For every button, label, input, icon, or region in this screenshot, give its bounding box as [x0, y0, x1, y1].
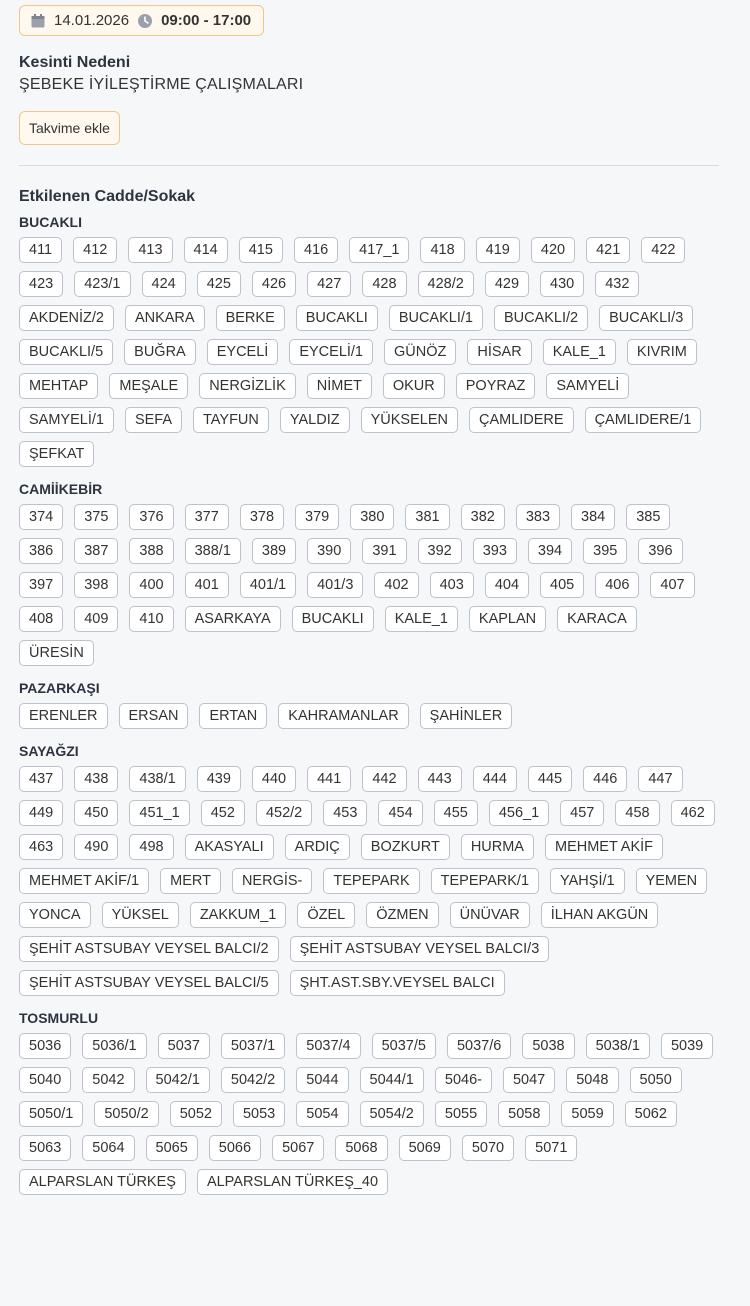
street-chip[interactable]: 375 [74, 504, 118, 530]
street-chip[interactable]: 402 [374, 572, 418, 598]
street-chip[interactable]: 437 [19, 766, 63, 792]
street-chip[interactable]: 432 [595, 271, 639, 297]
street-chip[interactable]: 5054/2 [360, 1101, 424, 1127]
street-chip[interactable]: 5058 [498, 1101, 550, 1127]
street-chip[interactable]: 439 [197, 766, 241, 792]
street-chip[interactable]: BUCAKLI/1 [389, 305, 483, 331]
street-chip[interactable]: 5042/2 [221, 1067, 285, 1093]
street-chip[interactable]: HURMA [461, 834, 534, 860]
street-chip[interactable]: 383 [516, 504, 560, 530]
street-chip[interactable]: 386 [19, 538, 63, 564]
street-chip[interactable]: YONCA [19, 902, 91, 928]
street-chip[interactable]: 393 [473, 538, 517, 564]
street-chip[interactable]: 440 [252, 766, 296, 792]
street-chip[interactable]: 5068 [335, 1135, 387, 1161]
street-chip[interactable]: 463 [19, 834, 63, 860]
street-chip[interactable]: ŞEHİT ASTSUBAY VEYSEL BALCI/3 [290, 936, 550, 962]
street-group [19, 680, 731, 729]
street-chip[interactable]: 412 [73, 237, 117, 263]
neighborhood-name: BUCAKLI [19, 214, 82, 230]
street-chip[interactable]: 397 [19, 572, 63, 598]
street-chip[interactable]: ÖZMEN [366, 902, 438, 928]
street-chip[interactable]: 5069 [399, 1135, 451, 1161]
street-chip[interactable]: 438 [74, 766, 118, 792]
street-chip[interactable]: 5040 [19, 1067, 71, 1093]
street-chip-list [19, 703, 719, 729]
street-chip[interactable]: 394 [528, 538, 572, 564]
street-chip[interactable]: 405 [540, 572, 584, 598]
street-chip[interactable]: 5042 [82, 1067, 134, 1093]
street-chip[interactable]: 422 [641, 237, 685, 263]
street-chip[interactable]: 408 [19, 606, 63, 632]
street-chip[interactable]: KARACA [557, 606, 637, 632]
street-chip[interactable]: 5038/1 [586, 1033, 650, 1059]
street-chip[interactable]: 455 [434, 800, 478, 826]
street-chip[interactable]: 424 [142, 271, 186, 297]
street-chip[interactable]: SEFA [125, 407, 182, 433]
street-chip[interactable]: 417_1 [349, 237, 409, 263]
street-chip[interactable]: 420 [531, 237, 575, 263]
street-chip[interactable]: MEHMET AKİF/1 [19, 868, 149, 894]
street-chip[interactable]: 445 [528, 766, 572, 792]
reason-text: ŞEBEKE İYİLEŞTİRME ÇALIŞMALARI [19, 76, 304, 93]
street-chip[interactable]: 419 [476, 237, 520, 263]
street-chip[interactable]: BUCAKLI [292, 606, 374, 632]
reason-title: Kesinti Nedeni [19, 54, 131, 71]
street-chip-list [19, 504, 719, 666]
street-chip[interactable]: 447 [638, 766, 682, 792]
street-chip[interactable]: 388/1 [185, 538, 241, 564]
street-chip[interactable]: 438/1 [129, 766, 185, 792]
street-chip[interactable]: 5059 [561, 1101, 613, 1127]
street-chip[interactable]: 5037/1 [221, 1033, 285, 1059]
street-chip[interactable]: 5062 [625, 1101, 677, 1127]
street-chip[interactable]: 490 [74, 834, 118, 860]
street-chip[interactable]: 5039 [661, 1033, 713, 1059]
street-chip[interactable]: 401/1 [240, 572, 296, 598]
street-chip[interactable]: 403 [430, 572, 474, 598]
street-chip[interactable]: EYCELİ [207, 339, 279, 365]
outage-time: 09:00 - 17:00 [161, 12, 252, 29]
street-chip[interactable]: TEPEPARK/1 [431, 868, 539, 894]
street-chip[interactable]: KAPLAN [469, 606, 546, 632]
street-chip[interactable]: NERGİS- [232, 868, 312, 894]
street-chip[interactable]: 5070 [462, 1135, 514, 1161]
street-chip[interactable]: 446 [583, 766, 627, 792]
street-chip[interactable]: 413 [128, 237, 172, 263]
street-chip[interactable]: 5036/1 [82, 1033, 146, 1059]
street-chip[interactable]: 390 [307, 538, 351, 564]
street-group [19, 743, 731, 996]
street-chip[interactable]: ERENLER [19, 703, 108, 729]
street-chip[interactable]: ŞEFKAT [19, 441, 94, 467]
street-chip[interactable]: 444 [473, 766, 517, 792]
divider [19, 165, 719, 166]
street-chip[interactable]: YAHŞİ/1 [550, 868, 625, 894]
street-chip[interactable]: 5046- [435, 1067, 492, 1093]
street-chip[interactable]: 400 [129, 572, 173, 598]
street-chip[interactable]: 5037/4 [296, 1033, 360, 1059]
street-chip[interactable]: NİMET [307, 373, 372, 399]
street-chip[interactable]: 442 [362, 766, 406, 792]
street-chip[interactable]: 415 [239, 237, 283, 263]
street-chip[interactable]: 441 [307, 766, 351, 792]
street-chip[interactable]: 384 [571, 504, 615, 530]
street-chip[interactable]: 429 [485, 271, 529, 297]
street-chip[interactable]: 5063 [19, 1135, 71, 1161]
street-chip[interactable]: BUĞRA [124, 339, 196, 365]
street-chip[interactable]: 414 [184, 237, 228, 263]
street-chip[interactable]: 428/2 [418, 271, 474, 297]
street-chip[interactable]: 396 [638, 538, 682, 564]
street-chip[interactable]: 409 [74, 606, 118, 632]
neighborhood-name: SAYAĞZI [19, 743, 79, 759]
street-chip[interactable]: 452 [201, 800, 245, 826]
street-chip[interactable]: 5044 [296, 1067, 348, 1093]
street-chip[interactable]: 5048 [566, 1067, 618, 1093]
street-chip[interactable]: 5064 [82, 1135, 134, 1161]
street-chip[interactable]: ARDIÇ [285, 834, 350, 860]
street-chip[interactable]: YÜKSEL [102, 902, 179, 928]
street-chip[interactable]: 374 [19, 504, 63, 530]
street-chip[interactable]: 406 [595, 572, 639, 598]
street-chip[interactable]: YÜKSELEN [361, 407, 458, 433]
affected-groups [19, 214, 731, 1195]
street-chip[interactable]: 5052 [170, 1101, 222, 1127]
street-chip[interactable]: İLHAN AKGÜN [541, 902, 659, 928]
street-chip[interactable]: 5050/2 [94, 1101, 158, 1127]
street-chip[interactable]: KALE_1 [543, 339, 616, 365]
street-group [19, 214, 731, 467]
street-chip[interactable]: 380 [350, 504, 394, 530]
street-chip[interactable]: 385 [626, 504, 670, 530]
street-chip[interactable]: YALDIZ [280, 407, 350, 433]
street-chip[interactable]: ERTAN [199, 703, 267, 729]
street-chip[interactable]: 5037/6 [447, 1033, 511, 1059]
street-chip[interactable]: 5047 [503, 1067, 555, 1093]
street-chip[interactable]: 416 [294, 237, 338, 263]
street-chip[interactable]: 378 [240, 504, 284, 530]
street-chip[interactable]: ALPARSLAN TÜRKEŞ_40 [197, 1169, 388, 1195]
street-chip-list [19, 237, 719, 467]
street-chip[interactable]: 443 [418, 766, 462, 792]
street-chip[interactable]: 379 [295, 504, 339, 530]
street-chip[interactable]: YEMEN [636, 868, 708, 894]
street-chip[interactable]: HİSAR [467, 339, 531, 365]
street-chip[interactable]: 382 [461, 504, 505, 530]
street-chip[interactable]: 450 [74, 800, 118, 826]
street-chip[interactable]: BUCAKLI [296, 305, 378, 331]
street-chip[interactable]: 418 [420, 237, 464, 263]
street-chip[interactable]: 388 [129, 538, 173, 564]
street-chip-list [19, 1033, 719, 1195]
street-chip[interactable]: ŞEHİT ASTSUBAY VEYSEL BALCI/5 [19, 970, 279, 996]
add-to-calendar-button[interactable]: Takvime ekle [19, 111, 120, 145]
street-chip[interactable]: 498 [129, 834, 173, 860]
street-chip[interactable]: TEPEPARK [323, 868, 419, 894]
street-chip[interactable]: ÇAMLIDERE [469, 407, 574, 433]
street-chip[interactable]: MEŞALE [109, 373, 188, 399]
street-chip[interactable]: 5042/1 [146, 1067, 210, 1093]
street-chip[interactable]: ASARKAYA [185, 606, 281, 632]
neighborhood-name: CAMİİKEBİR [19, 481, 103, 497]
street-chip-list [19, 766, 719, 996]
street-chip[interactable]: BUCAKLI/3 [599, 305, 693, 331]
street-chip[interactable]: BOZKURT [361, 834, 450, 860]
street-chip[interactable]: 398 [74, 572, 118, 598]
street-chip[interactable]: BUCAKLI/5 [19, 339, 113, 365]
street-chip[interactable]: 392 [418, 538, 462, 564]
street-chip[interactable]: ÜRESİN [19, 640, 94, 666]
street-chip[interactable]: SAMYELİ [546, 373, 629, 399]
street-chip[interactable]: 5038 [522, 1033, 574, 1059]
street-chip[interactable]: POYRAZ [456, 373, 536, 399]
street-chip[interactable]: ŞAHİNLER [420, 703, 513, 729]
outage-datetime [19, 5, 264, 36]
street-chip[interactable]: 401 [185, 572, 229, 598]
street-chip[interactable]: ÜNÜVAR [450, 902, 530, 928]
street-chip[interactable]: 456_1 [489, 800, 549, 826]
street-chip[interactable]: KAHRAMANLAR [278, 703, 408, 729]
street-chip[interactable]: EYCELİ/1 [289, 339, 373, 365]
street-chip[interactable]: 425 [197, 271, 241, 297]
street-chip[interactable]: 381 [405, 504, 449, 530]
street-chip[interactable]: KALE_1 [385, 606, 458, 632]
neighborhood-name: PAZARKAŞI [19, 680, 100, 696]
street-chip[interactable]: 5065 [146, 1135, 198, 1161]
street-chip[interactable]: 426 [252, 271, 296, 297]
street-chip[interactable]: 5037/5 [372, 1033, 436, 1059]
street-chip[interactable]: 5071 [525, 1135, 577, 1161]
street-chip[interactable]: 454 [378, 800, 422, 826]
street-chip[interactable]: ANKARA [125, 305, 205, 331]
street-chip[interactable]: ERSAN [119, 703, 189, 729]
street-group [19, 481, 731, 666]
street-chip[interactable]: 462 [671, 800, 715, 826]
street-chip[interactable]: ÖZEL [297, 902, 355, 928]
street-chip[interactable]: MEHTAP [19, 373, 98, 399]
street-chip[interactable]: 430 [540, 271, 584, 297]
street-chip[interactable]: 5055 [435, 1101, 487, 1127]
street-chip[interactable]: ŞEHİT ASTSUBAY VEYSEL BALCI/2 [19, 936, 279, 962]
street-chip[interactable]: 387 [74, 538, 118, 564]
street-chip[interactable]: ALPARSLAN TÜRKEŞ [19, 1169, 186, 1195]
street-chip[interactable]: ÇAMLIDERE/1 [585, 407, 702, 433]
street-chip[interactable]: 5066 [209, 1135, 261, 1161]
street-chip[interactable]: 5044/1 [360, 1067, 424, 1093]
street-chip[interactable]: OKUR [383, 373, 445, 399]
street-chip[interactable]: BUCAKLI/2 [494, 305, 588, 331]
street-chip[interactable]: 458 [615, 800, 659, 826]
street-chip[interactable]: BERKE [216, 305, 285, 331]
affected-streets-title: Etkilenen Cadde/Sokak [19, 188, 196, 205]
street-chip[interactable]: 423/1 [74, 271, 130, 297]
street-chip[interactable]: 457 [560, 800, 604, 826]
street-chip[interactable]: 427 [307, 271, 351, 297]
street-chip[interactable]: 377 [185, 504, 229, 530]
street-chip[interactable]: AKDENİZ/2 [19, 305, 114, 331]
neighborhood-name: TOSMURLU [19, 1010, 99, 1026]
street-chip[interactable]: 421 [586, 237, 630, 263]
street-chip[interactable]: AKASYALI [185, 834, 274, 860]
street-chip[interactable]: 407 [650, 572, 694, 598]
street-chip[interactable]: NERGİZLİK [199, 373, 296, 399]
street-chip[interactable]: 5053 [233, 1101, 285, 1127]
street-chip[interactable]: 428 [362, 271, 406, 297]
street-chip[interactable]: 410 [129, 606, 173, 632]
street-chip[interactable]: KIVRIM [627, 339, 697, 365]
street-chip[interactable]: 5036 [19, 1033, 71, 1059]
street-chip[interactable]: 451_1 [129, 800, 189, 826]
street-chip[interactable]: 395 [583, 538, 627, 564]
street-chip[interactable]: 452/2 [256, 800, 312, 826]
street-chip[interactable]: 449 [19, 800, 63, 826]
street-chip[interactable]: ŞHT.AST.SBY.VEYSEL BALCI [290, 970, 505, 996]
street-chip[interactable]: 391 [362, 538, 406, 564]
street-chip[interactable]: TAYFUN [193, 407, 269, 433]
street-chip[interactable]: 5037 [158, 1033, 210, 1059]
street-chip[interactable]: 423 [19, 271, 63, 297]
street-chip[interactable]: ZAKKUM_1 [190, 902, 287, 928]
street-chip[interactable]: 5050 [630, 1067, 682, 1093]
street-chip[interactable]: 5054 [296, 1101, 348, 1127]
street-chip[interactable]: MERT [160, 868, 221, 894]
street-chip[interactable]: 411 [19, 237, 62, 263]
street-chip[interactable]: 389 [252, 538, 296, 564]
calendar-icon [30, 13, 46, 29]
outage-date: 14.01.2026 [54, 12, 130, 29]
street-chip[interactable]: 401/3 [307, 572, 363, 598]
clock-icon [137, 13, 153, 29]
street-chip[interactable]: GÜNÖZ [384, 339, 456, 365]
street-chip[interactable]: MEHMET AKİF [545, 834, 663, 860]
street-chip[interactable]: 376 [129, 504, 173, 530]
street-chip[interactable]: 5050/1 [19, 1101, 83, 1127]
street-chip[interactable]: 404 [485, 572, 529, 598]
street-chip[interactable]: 5067 [272, 1135, 324, 1161]
street-chip[interactable]: SAMYELİ/1 [19, 407, 114, 433]
street-group [19, 1010, 731, 1195]
street-chip[interactable]: 453 [323, 800, 367, 826]
